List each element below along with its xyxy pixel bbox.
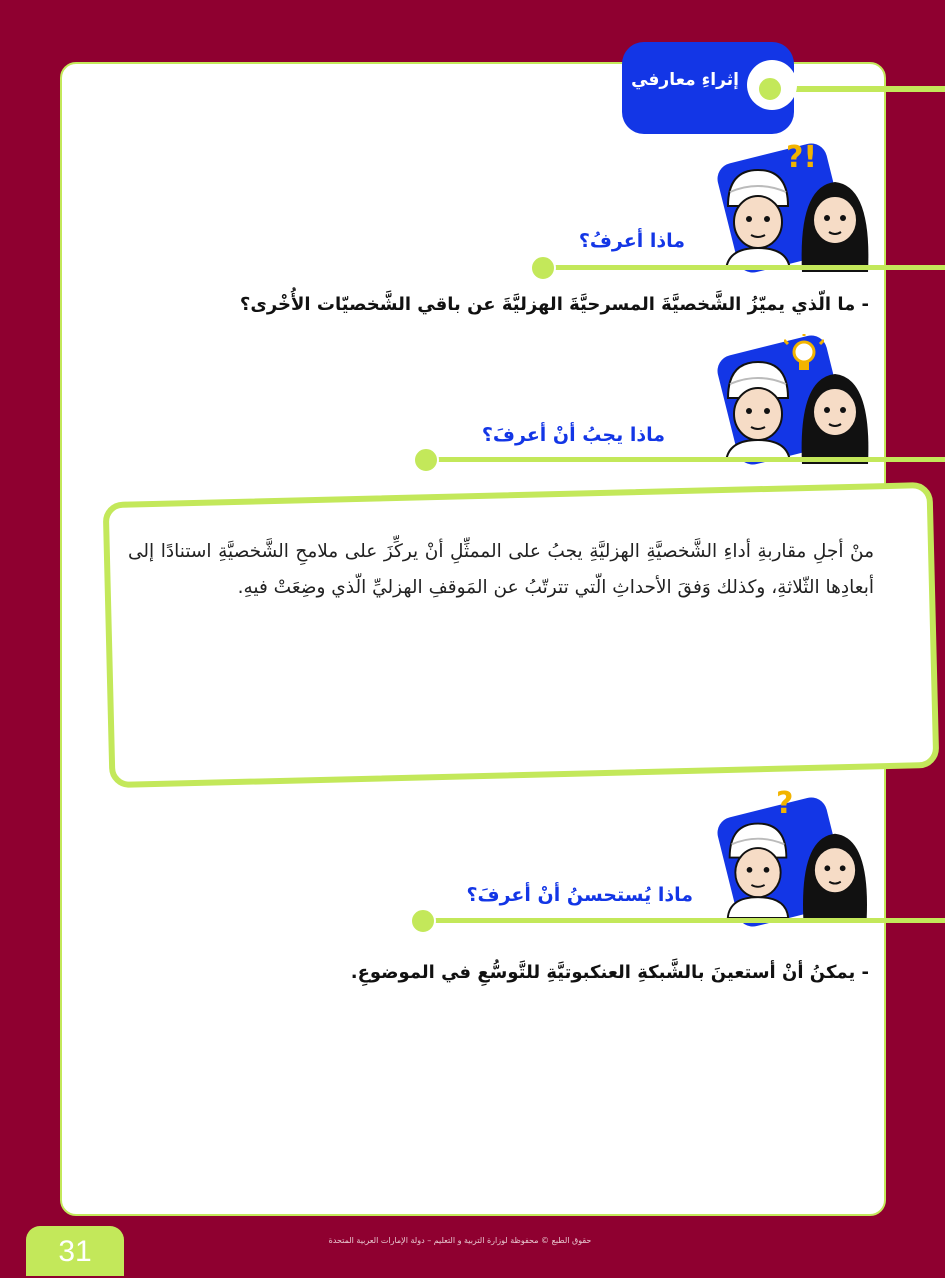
girl-character-icon — [796, 176, 874, 272]
lightbulb-icon — [784, 334, 824, 382]
question-text: - ما الّذي يميّزُ الشَّخصيَّةَ المسرحيَّةَ الهزليَّةَ عن باقي الشَّخصيّات الأُخْرى؟ — [239, 294, 869, 315]
question-mark-icon: ? — [776, 786, 794, 821]
page-number: 31 — [26, 1226, 124, 1276]
boy-character-icon — [718, 162, 798, 270]
nice-connector — [424, 918, 945, 923]
info-text: منْ أجلِ مقاربةِ أداءِ الشَّخصيَّةِ الهزليَّةِ يجبُ على الممثِّلِ أنْ يركِّزَ على ملامحِ الشَّخصيَّةِ استنادًا إلى أبعادِها الثّلاثةِ، وكذلك وَفقَ الأحداثِ الّتي تترتّبُ عن المَوقفِ الهزليِّ الّذي وضِعَتْ فيهِ. — [128, 541, 874, 598]
question-exclamation-icon: ?! — [786, 140, 818, 175]
info-box — [103, 482, 940, 788]
enrichment-dot — [757, 76, 783, 102]
must-connector — [428, 457, 945, 462]
heading-nice-to-know: ماذا يُستحسنُ أنْ أعرفَ؟ — [466, 884, 693, 906]
boy-character-icon — [718, 816, 798, 918]
nice-dot — [410, 908, 436, 934]
know-connector — [545, 265, 945, 270]
tip-text: - يمكنُ أنْ أستعينَ بالشَّبكةِ العنكبوتيَّةِ للتَّوسُّعِ في الموضوعِ. — [350, 962, 869, 983]
enrichment-label: إثراءِ معارفي — [631, 70, 739, 90]
heading-what-i-know: ماذا أعرفُ؟ — [578, 230, 685, 252]
enrichment-connector — [780, 86, 945, 92]
girl-character-icon — [796, 368, 874, 464]
know-dot — [530, 255, 556, 281]
must-dot — [413, 447, 439, 473]
copyright-footer: حقوق الطبع © محفوظة لوزارة التربية و التعليم – دولة الإمارات العربية المتحدة — [328, 1236, 592, 1245]
girl-character-icon — [796, 828, 874, 920]
heading-what-i-must-know: ماذا يجبُ أنْ أعرفَ؟ — [481, 424, 665, 446]
